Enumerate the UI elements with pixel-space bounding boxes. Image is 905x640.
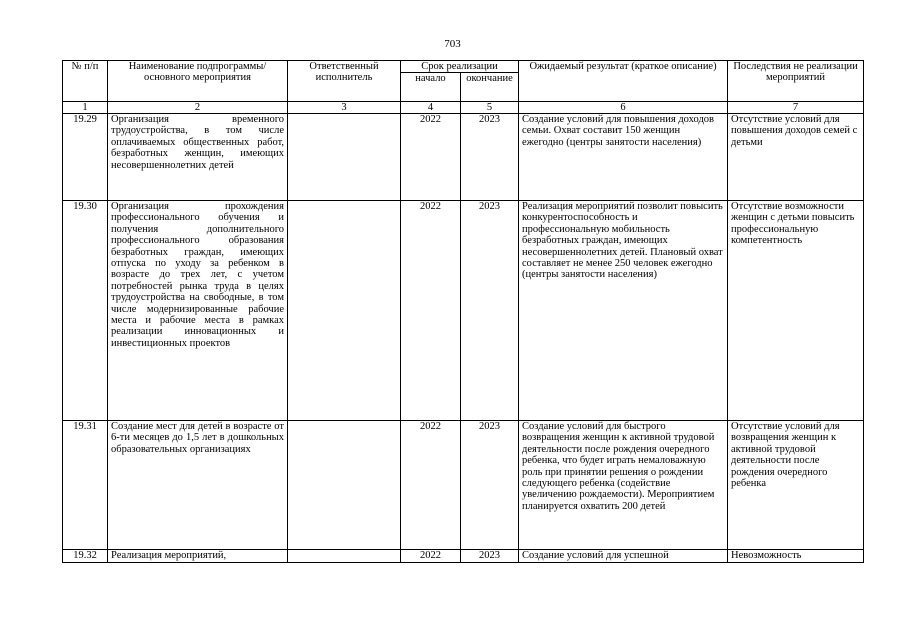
end-year: 2023	[461, 201, 519, 421]
expected-result: Реализация мероприятий позволит повысить конкурентоспособность и профессиональную мобильность безработных граждан, имеющих несовершеннолетних детей. Плановый охват составляет не менее 250 человек ежегодно (центры занятости населения)	[519, 201, 728, 421]
header-consequences: Последствия не реализации мероприятий	[728, 61, 864, 102]
consequences: Отсутствие условий для повышения доходов семей с детьми	[728, 114, 864, 201]
responsible	[288, 201, 401, 421]
table-row	[63, 201, 864, 421]
column-number: 7	[728, 102, 864, 114]
table-row	[63, 421, 864, 550]
column-number: 6	[519, 102, 728, 114]
header-start: начало	[401, 73, 461, 102]
measure-name: Реализация мероприятий,	[108, 550, 288, 563]
column-number-row	[63, 102, 864, 114]
row-number: 19.31	[63, 421, 108, 550]
header-period: Срок реализации	[401, 61, 519, 73]
start-year: 2022	[401, 550, 461, 563]
measure-name: Организация прохождения профессионального обучения и получения дополнительного профессионального образования безработных граждан, имеющих отпуска по уходу за ребенком в возрасте до трех лет, с учетом потребностей рынка труда в целях трудоустройства на свободные, в том числе модернизированные рабочие места и рабочие места в рамках реализации инновационных и инвестиционных проектов	[108, 201, 288, 421]
header-responsible: Ответственный исполнитель	[288, 61, 401, 102]
expected-result: Создание условий для быстрого возвращения женщин к активной трудовой деятельности после рождения очередного ребенка, что будет играть немаловажную роль при принятии решения о рождении следующего ребенка (содействие увеличению рождаемости). Мероприятием планируется охватить 200 детей	[519, 421, 728, 550]
column-number: 4	[401, 102, 461, 114]
row-number: 19.30	[63, 201, 108, 421]
expected-result: Создание условий для повышения доходов семьи. Охват составит 150 женщин ежегодно (центры занятости населения)	[519, 114, 728, 201]
column-number: 1	[63, 102, 108, 114]
start-year: 2022	[401, 114, 461, 201]
table-row	[63, 550, 864, 563]
measure-name: Организация временного трудоустройства, в том числе оплачиваемых общественных работ, безработных женщин, имеющих несовершеннолетних детей	[108, 114, 288, 201]
row-number: 19.32	[63, 550, 108, 563]
column-number: 3	[288, 102, 401, 114]
expected-result: Создание условий для успешной	[519, 550, 728, 563]
header-name: Наименование подпрограммы/ основного мероприятия	[108, 61, 288, 102]
row-number: 19.29	[63, 114, 108, 201]
responsible	[288, 550, 401, 563]
measures-table	[62, 60, 864, 563]
page-number: 703	[444, 38, 461, 50]
end-year: 2023	[461, 421, 519, 550]
header-end: окончание	[461, 73, 519, 102]
column-number: 2	[108, 102, 288, 114]
responsible	[288, 421, 401, 550]
table-row	[63, 114, 864, 201]
consequences: Отсутствие возможности женщин с детьми повысить профессиональную компетентность	[728, 201, 864, 421]
start-year: 2022	[401, 201, 461, 421]
header-num: № п/п	[63, 61, 108, 102]
responsible	[288, 114, 401, 201]
start-year: 2022	[401, 421, 461, 550]
end-year: 2023	[461, 550, 519, 563]
consequences: Невозможность	[728, 550, 864, 563]
end-year: 2023	[461, 114, 519, 201]
column-number: 5	[461, 102, 519, 114]
measure-name: Создание мест для детей в возрасте от 6-ти месяцев до 1,5 лет в дошкольных образовательных организациях	[108, 421, 288, 550]
consequences: Отсутствие условий для возвращения женщин к активной трудовой деятельности после рождения очередного ребенка	[728, 421, 864, 550]
header-result: Ожидаемый результат (краткое описание)	[519, 61, 728, 102]
